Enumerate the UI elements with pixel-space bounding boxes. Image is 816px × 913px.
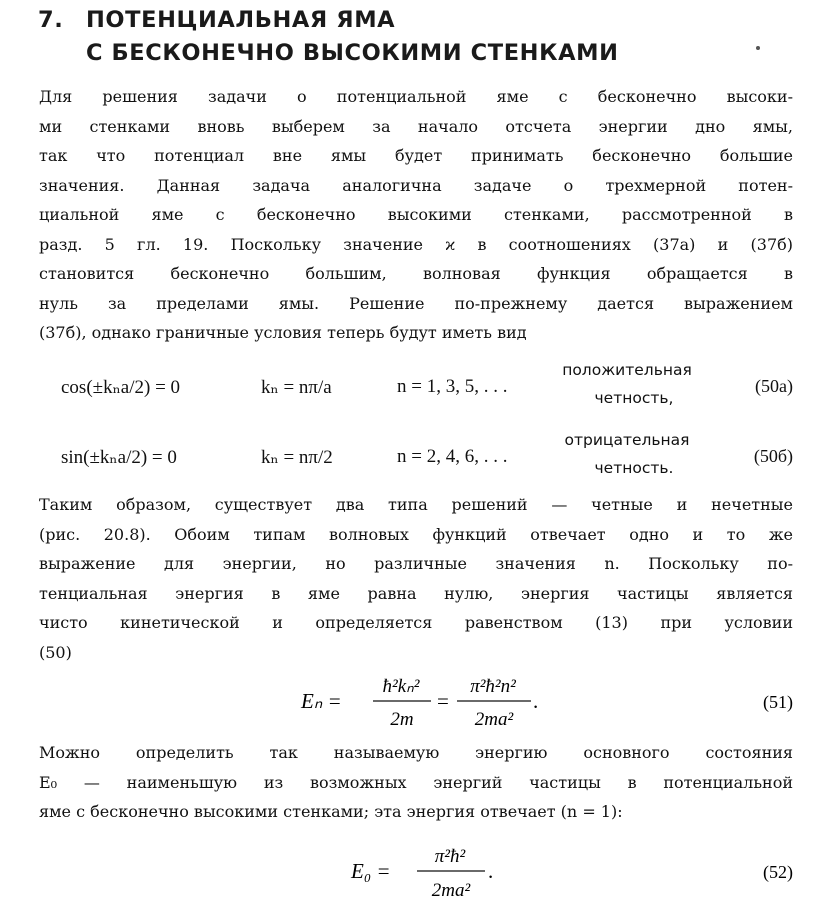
eq51-frac2-den: 2ma² <box>474 709 514 730</box>
eq50a-condition: cos(±kₙa/2) = 0 <box>61 377 181 398</box>
eq50b-parity <box>537 426 717 482</box>
decorative-dot <box>756 46 760 50</box>
section-number: 7. <box>38 7 64 33</box>
section-title-line1: ПОТЕНЦИАЛЬНАЯ ЯМА <box>86 7 396 33</box>
equation-51 <box>39 664 793 734</box>
eq50b-parity-line2: четность. <box>594 459 674 477</box>
eq51-frac1-den: 2m <box>390 709 414 730</box>
text-line: Таким образом, существует два типа решений — четные и нечетные <box>39 495 793 514</box>
equation-50b <box>39 426 793 488</box>
eq51-frac1-num: ħ²kₙ² <box>382 676 420 697</box>
eq51-label: (51) <box>763 692 793 712</box>
paragraph-intro <box>39 82 793 348</box>
eq50b-condition: sin(±kₙa/2) = 0 <box>61 447 177 468</box>
eq52-label: (52) <box>763 862 793 882</box>
eq52-frac-num: π²ħ² <box>434 846 466 867</box>
eq52-lhs: E₀ = <box>351 859 391 883</box>
eq50a-parity-line1: положительная <box>562 361 692 379</box>
text-line: Для решения задачи о потенциальной яме с бесконечно высоки- <box>39 87 793 106</box>
eq50a-parity-line2: четность, <box>594 389 674 407</box>
eq52-frac-den: 2ma² <box>431 880 471 901</box>
eq50a-label: (50а) <box>755 376 793 396</box>
eq51-formula <box>39 664 793 734</box>
text-line: Можно определить так называемую энергию основного состояния <box>39 743 793 762</box>
eq50b-parity-line1: отрицательная <box>564 431 690 449</box>
section-title-line2: С БЕСКОНЕЧНО ВЫСОКИМИ СТЕНКАМИ <box>86 40 619 66</box>
equation-50a <box>39 356 793 418</box>
text-line: (рис. 20.8). Обоим типам волновых функций отвечает одно и то же <box>39 524 793 544</box>
eq52-formula <box>39 836 793 908</box>
eq50a-values: n = 1, 3, 5, . . . <box>397 376 508 397</box>
text-line: так что потенциал вне ямы будет принимать бесконечно большие <box>39 146 793 165</box>
text-line: циальной яме с бесконечно высокими стенками, рассмотренной в <box>39 205 793 224</box>
eq50a-wavenumber: kₙ = nπ/a <box>261 377 332 398</box>
eq50a-parity <box>537 356 717 412</box>
eq50b-values: n = 2, 4, 6, . . . <box>397 446 508 467</box>
eq51-frac2-num: π²ħ²n² <box>470 676 516 697</box>
text-line: тенциальная энергия в яме равна нулю, энергия частицы является <box>39 583 793 603</box>
text-line: яме с бесконечно высокими стенками; эта энергия отвечает (n = 1): <box>39 802 623 821</box>
eq50b-label: (50б) <box>753 446 793 466</box>
text-line: нуль за пределами ямы. Решение по-прежнему дается выражением <box>39 293 793 313</box>
text-line: выражение для энергии, но различные значения n. Поскольку по- <box>39 554 793 573</box>
eq51-end: . <box>533 689 539 713</box>
text-line: (50) <box>39 642 72 662</box>
section-heading <box>38 4 619 70</box>
eq51-lhs: Eₙ = <box>301 689 342 713</box>
text-line: (37б), однако граничные условия теперь будут иметь вид <box>39 323 527 342</box>
text-line: разд. 5 гл. 19. Поскольку значение ϰ в соотношениях (37а) и (37б) <box>39 234 793 254</box>
text-line: становится бесконечно большим, волновая функция обращается в <box>39 264 793 283</box>
eq51-equals: = <box>437 689 449 713</box>
eq52-end: . <box>488 859 494 883</box>
text-line: чисто кинетической и определяется равенством (13) при условии <box>39 613 793 632</box>
eq50b-wavenumber: kₙ = nπ/2 <box>261 447 333 468</box>
text-line: ми стенками вновь выберем за начало отсчета энергии дно ямы, <box>39 116 793 136</box>
equation-52 <box>39 836 793 908</box>
text-line: значения. Данная задача аналогична задаче о трехмерной потен- <box>39 175 793 195</box>
text-line: E₀ — наименьшую из возможных энергий частицы в потенциальной <box>39 772 793 792</box>
paragraph-solutions <box>39 490 793 667</box>
paragraph-ground-state <box>39 738 793 827</box>
